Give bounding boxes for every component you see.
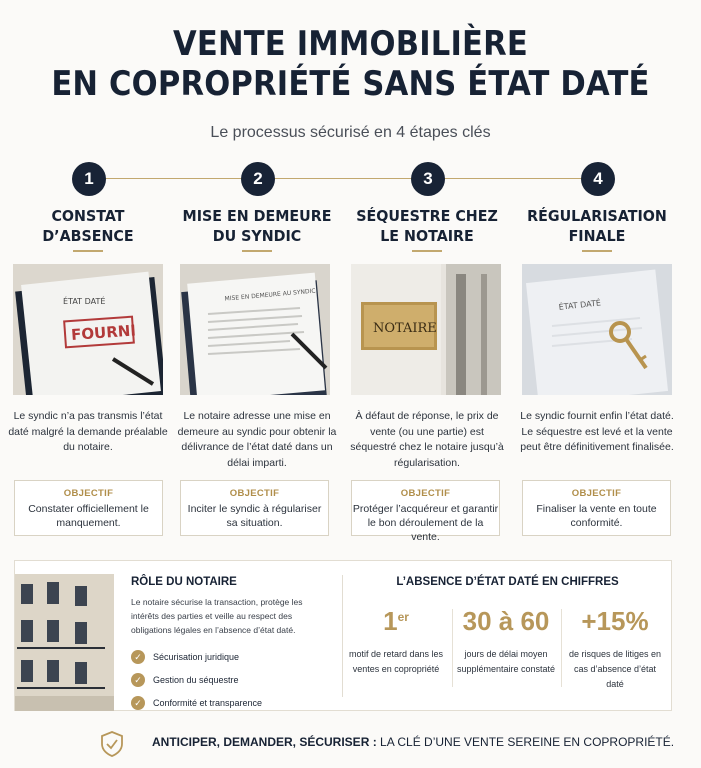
checklist-item <box>131 645 262 668</box>
footer-rest: LA CLÉ D’UNE VENTE SEREINE EN COPROPRIÉTÉ. <box>376 735 675 749</box>
stat-item <box>346 601 446 677</box>
footer <box>0 728 701 758</box>
step-number: 1 <box>72 162 106 196</box>
goal-box <box>522 480 671 536</box>
key-document-photo <box>522 264 672 395</box>
goal-text: Inciter le syndic à régulariser sa situation. <box>187 503 322 529</box>
check-icon: ✓ <box>131 650 145 664</box>
stat-label: de risques de litiges en cas d’absence d’état daté <box>568 649 662 689</box>
goal-text: Protéger l’acquéreur et garantir le bon déroulement de la vente. <box>352 503 499 543</box>
footer-tagline <box>152 735 674 749</box>
role-checklist <box>131 645 262 714</box>
goal-label: OBJECTIF <box>63 488 114 499</box>
steps-connector-line <box>88 178 598 179</box>
step-number: 2 <box>241 162 275 196</box>
document-photo <box>13 264 163 395</box>
image-stamp: FOURNI <box>70 321 137 344</box>
checklist-item <box>131 668 262 691</box>
role-text: Le notaire sécurise la transaction, protège les intérêts des parties et veille au respect des obligations légales en l’absence d’état daté. <box>131 597 303 635</box>
stat-item <box>456 601 556 677</box>
image-caption: MISE EN DEMEURE AU SYNDIC <box>224 287 316 303</box>
title-underline <box>73 250 103 252</box>
stat-value: 1er <box>383 606 409 636</box>
stat-item <box>565 601 665 692</box>
building-photo <box>15 574 114 711</box>
stat-divider <box>452 609 453 687</box>
goal-box <box>14 480 163 536</box>
check-icon: ✓ <box>131 696 145 710</box>
panel-divider <box>342 575 343 697</box>
checklist-item <box>131 691 262 714</box>
checklist-label: Sécurisation juridique <box>153 651 240 662</box>
goal-text: Finaliser la vente en toute conformité. <box>536 503 657 529</box>
title-underline <box>412 250 442 252</box>
step-title: CONSTAT D’ABSENCE <box>42 207 134 245</box>
step-number: 3 <box>411 162 445 196</box>
stat-label: motif de retard dans les ventes en copropriété <box>348 649 444 674</box>
notary-plaque-photo <box>351 264 501 395</box>
goal-box <box>351 480 500 543</box>
stats-title: L’ABSENCE D’ÉTAT DATÉ EN CHIFFRES <box>396 576 619 588</box>
check-icon: ✓ <box>131 673 145 687</box>
goal-box <box>180 480 329 536</box>
image-caption: ÉTAT DATÉ <box>63 297 106 306</box>
stat-value: +15% <box>581 606 649 636</box>
image-caption: ÉTAT DATÉ <box>558 298 602 312</box>
stat-value: 30 à 60 <box>462 606 550 636</box>
title-line-2: EN COPROPRIÉTÉ SANS ÉTAT DATÉ <box>51 64 650 104</box>
image-caption: NOTAIRE <box>373 321 437 336</box>
step-description: Le notaire adresse une mise en demeure au syndic pour obtenir la délivrance de l’état daté dans un délai imparti. <box>177 410 337 469</box>
step-title: SÉQUESTRE CHEZ LE NOTAIRE <box>356 207 498 245</box>
checklist-label: Conformité et transparence <box>153 697 263 708</box>
shield-check-icon <box>100 731 124 757</box>
info-panel <box>14 560 672 711</box>
main-title <box>0 24 701 104</box>
role-title: RÔLE DU NOTAIRE <box>131 576 237 588</box>
step-title: MISE EN DEMEURE DU SYNDIC <box>182 207 332 245</box>
title-line-1: VENTE IMMOBILIÈRE <box>173 24 528 64</box>
step-title: RÉGULARISATION FINALE <box>527 207 667 245</box>
goal-text: Constater officiellement le manquement. <box>28 503 149 529</box>
goal-label: OBJECTIF <box>571 488 622 499</box>
goal-label: OBJECTIF <box>229 488 280 499</box>
letter-photo <box>180 264 330 395</box>
step-description: Le syndic n’a pas transmis l’état daté malgré la demande préalable du notaire. <box>8 410 168 453</box>
stat-divider <box>561 609 562 687</box>
checklist-label: Gestion du séquestre <box>153 674 239 685</box>
subtitle: Le processus sécurisé en 4 étapes clés <box>210 124 491 141</box>
title-underline <box>242 250 272 252</box>
goal-label: OBJECTIF <box>400 488 451 499</box>
step-description: Le syndic fournit enfin l’état daté. Le séquestre est levé et la vente peut être définitivement finalisée. <box>520 410 674 453</box>
step-description: À défaut de réponse, le prix de vente (ou une partie) est séquestré chez le notaire jusqu’à régularisation. <box>350 410 504 469</box>
footer-bold: ANTICIPER, DEMANDER, SÉCURISER : <box>152 735 377 749</box>
stat-label: jours de délai moyen supplémentaire constaté <box>456 649 556 674</box>
title-underline <box>582 250 612 252</box>
step-number: 4 <box>581 162 615 196</box>
